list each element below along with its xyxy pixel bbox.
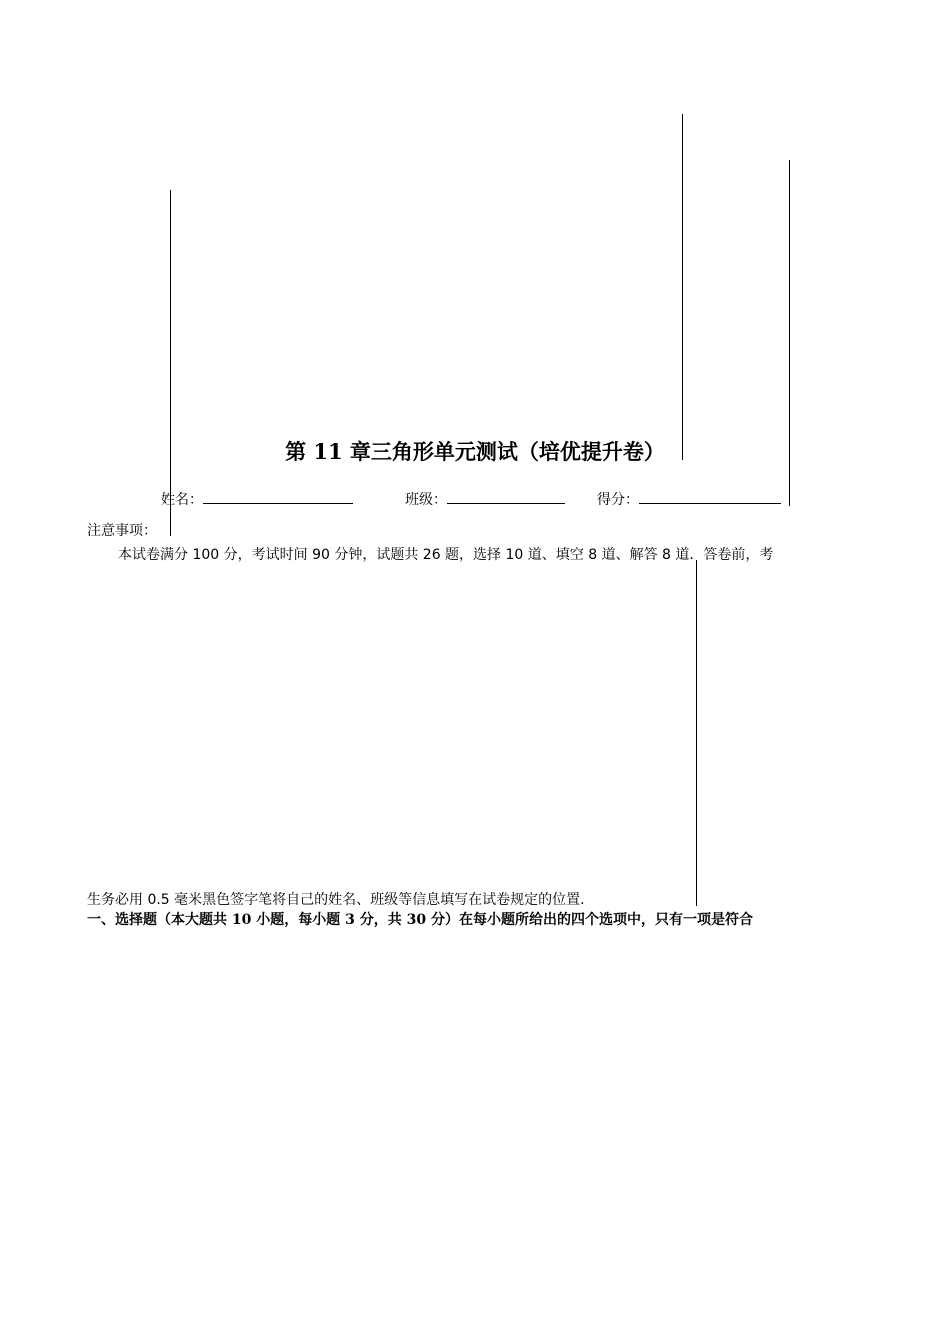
section-one-heading: 一、选择题（本大题共 10 小题，每小题 3 分，共 30 分）在每小题所给出的四个选项中，只有一项是符合 bbox=[87, 912, 753, 928]
class-blank[interactable] bbox=[447, 489, 565, 504]
score-blank[interactable] bbox=[639, 489, 781, 504]
name-field bbox=[161, 489, 353, 510]
score-field bbox=[597, 489, 781, 510]
name-label: 姓名： bbox=[161, 492, 203, 508]
class-field bbox=[405, 489, 565, 510]
notice-text-line-1: 本试卷满分 100 分，考试时间 90 分钟，试题共 26 题，选择 10 道、填空 8 道、解答 8 道．答卷前，考 bbox=[118, 547, 774, 563]
vertical-rule-left bbox=[170, 190, 171, 536]
name-blank[interactable] bbox=[203, 489, 353, 504]
vertical-rule-lower bbox=[696, 560, 697, 906]
score-label: 得分： bbox=[597, 492, 639, 508]
notice-text-line-2: 生务必用 0.5 毫米黑色签字笔将自己的姓名、班级等信息填写在试卷规定的位置． bbox=[87, 892, 595, 908]
page-title: 第 11 章三角形单元测试（培优提升卷） bbox=[285, 439, 665, 464]
vertical-rule-mid bbox=[682, 114, 683, 460]
class-label: 班级： bbox=[405, 492, 447, 508]
notice-heading: 注意事项： bbox=[87, 523, 157, 539]
